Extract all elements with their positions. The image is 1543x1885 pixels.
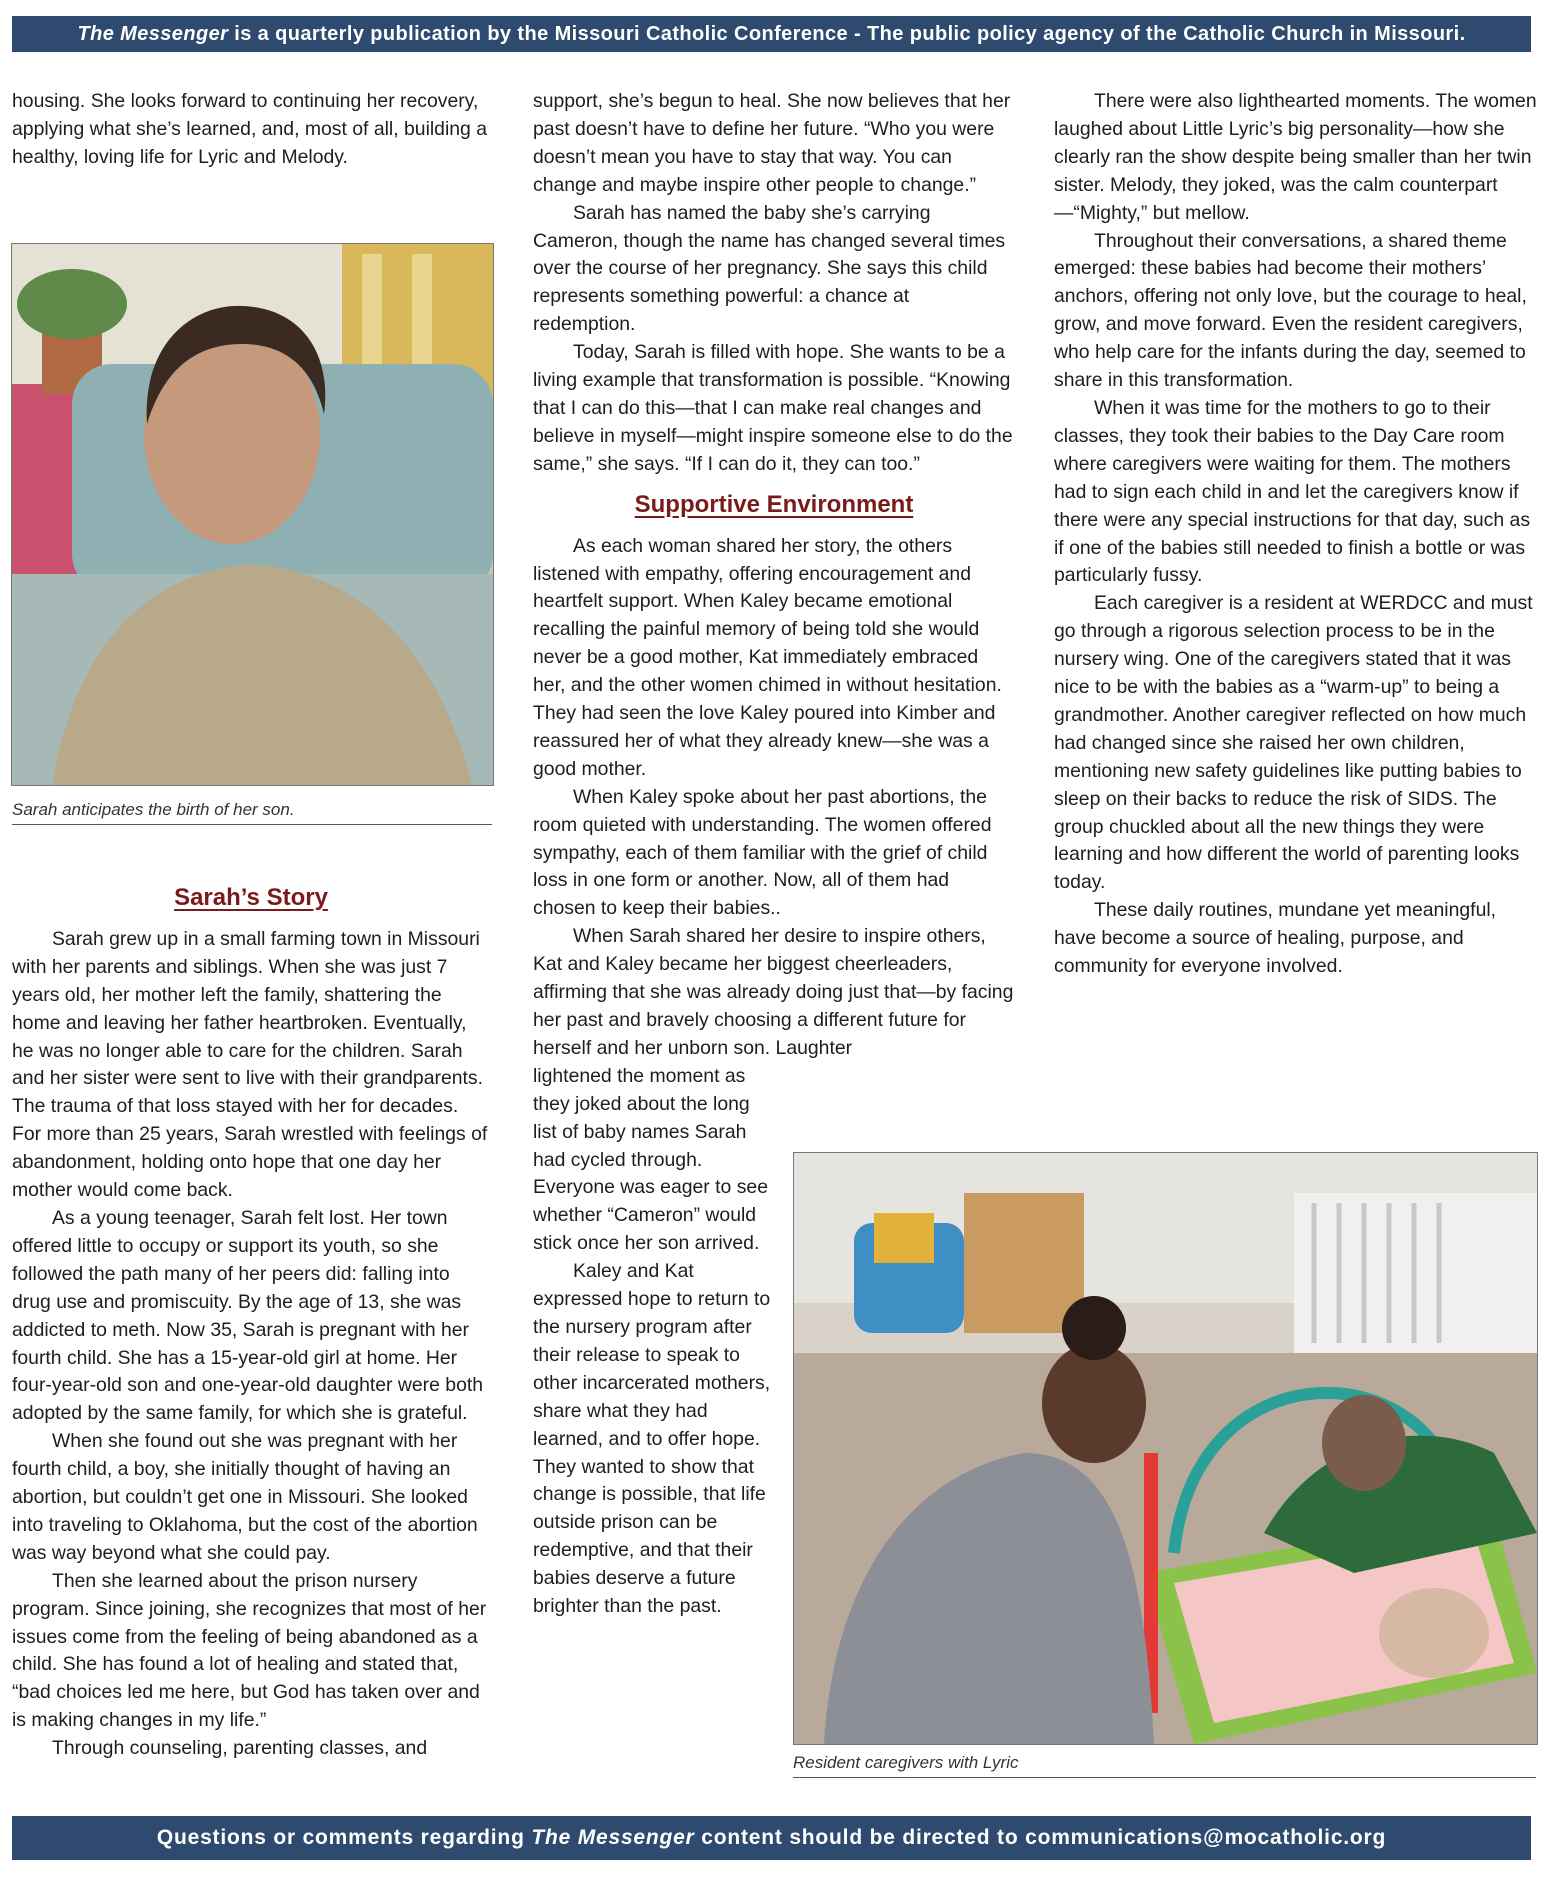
footer-publication-name: The Messenger — [531, 1826, 695, 1849]
article-paragraph: When it was time for the mothers to go to their classes, they took their babies to the Day Care room where caregivers were waiting for them. The mothers had to sign each child in and let the caregivers know if there were any special instructions for that day, such as if one of the babies still needed to finish a bottle or was particularly fussy. — [1054, 396, 1531, 587]
article-paragraph: lightened the moment as they joked about the long list of baby names Sarah had cycled through. Everyone was eager to see whether “Cameron” would stick once her son arrived. — [533, 1064, 768, 1255]
story-paragraph: When she found out she was pregnant with her fourth child, a boy, she initially thought of having an abortion, but couldn’t get one in Missouri. She looked into traveling to Oklahoma, but the cost of the abortion was way beyond what she could pay. — [12, 1430, 478, 1564]
sarah-photo — [11, 243, 494, 786]
sarahs-story-heading: Sarah’s Story — [174, 884, 328, 911]
article-paragraph: As each woman shared her story, the others listened with empathy, offering encouragement and heartfelt support. When Kaley became emotional recalling the painful memory of being told she would never be a good mother, Kat immediately embraced her, and the other women chimed in without hesitation. They had seen the love Kaley poured into Kimber and reassured her of what they already knew—she was a good mother. — [533, 534, 1002, 780]
article-paragraph: Today, Sarah is filled with hope. She wants to be a living example that transformation is possible. “Knowing that I can do this—that I can make real changes and believe in myself—might inspire someone else to do the same,” she says. “If I can do it, they can too.” — [533, 341, 1013, 475]
intro-paragraph: housing. She looks forward to continuing her recovery, applying what she’s learned, and, most of all, building a healthy, loving life for Lyric and Melody. — [12, 90, 488, 168]
article-paragraph: Sarah has named the baby she’s carrying Cameron, though the name has changed several times over the course of her pregnancy. She says this child represents something powerful: a chance at redemption. — [533, 201, 1006, 336]
narrow-text-block — [533, 1063, 773, 1621]
header-tagline: is a quarterly publication by the Missouri Catholic Conference - The public policy agency of the Catholic Church in Missouri. — [228, 22, 1466, 45]
publication-name: The Messenger — [77, 22, 229, 45]
caregivers-photo — [793, 1152, 1538, 1745]
footer-suffix: content should be directed to communications@mocatholic.org — [694, 1826, 1387, 1849]
article-paragraph: Kaley and Kat expressed hope to return to the nursery program after their release to speak to other incarcerated mothers, share what they had learned, and to offer hope. They wanted to show that change is possible, that life outside prison can be redemptive, and that their babies deserve a future brighter than the past. — [533, 1260, 771, 1618]
header-banner — [12, 16, 1531, 52]
article-paragraph: Throughout their conversations, a shared theme emerged: these babies had become their mothers’ anchors, offering not only love, but the courage to heal, grow, and move forward. Even the resident caregivers, who help care for the infants during the day, seemed to share in this transformation. — [1054, 229, 1527, 392]
story-paragraph: Then she learned about the prison nursery program. Since joining, she recognizes that most of her issues come from the feeling of being abandoned as a child. She has found a lot of healing and stated that, “bad choices led me here, but God has taken over and is making changes in my life.” — [12, 1569, 487, 1732]
column-1-intro — [12, 88, 490, 172]
article-paragraph: support, she’s begun to heal. She now believes that her past doesn’t have to define her future. “Who you were doesn’t mean you have to stay that way. You can change and maybe inspire other people to change.” — [533, 90, 1011, 196]
story-paragraph: Through counseling, parenting classes, and — [52, 1737, 428, 1760]
supportive-environment-heading: Supportive Environment — [634, 490, 914, 518]
caregivers-photo-caption: Resident caregivers with Lyric — [793, 1753, 1536, 1778]
column-1-story — [12, 884, 490, 1763]
article-paragraph: When Kaley spoke about her past abortions, the room quieted with understanding. The women offered sympathy, each of them familiar with the grief of child loss in one form or another. Now, all of them had chosen to keep their babies.. — [533, 785, 992, 920]
column-3 — [1054, 88, 1538, 981]
article-paragraph: Each caregiver is a resident at WERDCC and must go through a rigorous selection process to be in the nursery wing. One of the caregivers stated that it was nice to be with the babies as a “warm-up” to being a grandmother. Another caregiver reflected on how much had changed since she raised her own children, mentioning new safety guidelines like putting babies to sleep on their backs to reduce the risk of SIDS. The group chuckled about all the new things they were learning and how different the world of parenting looks today. — [1054, 592, 1533, 894]
story-paragraph: Sarah grew up in a small farming town in Missouri with her parents and siblings. When she was just 7 years old, her mother left the family, shattering the home and leaving her father heartbroken. Eventually, he was no longer able to care for the children. Sarah and her sister were sent to live with their grandparents. The trauma of that loss stayed with her for decades. For more than 25 years, Sarah wrestled with feelings of abandonment, holding onto hope that one day her mother would come back. — [12, 927, 488, 1202]
article-paragraph: There were also lighthearted moments. The women laughed about Little Lyric’s big personality—how she clearly ran the show despite being smaller than her twin sister. Melody, they joked, was the calm counterpart—“Mighty,” but mellow. — [1054, 90, 1537, 224]
article-paragraph: When Sarah shared her desire to inspire others, Kat and Kaley became her biggest cheerleaders, affirming that she was already doing just that—by facing her past and bravely choosing a different future for herself and her unborn son. Laughter — [533, 925, 1014, 1059]
story-paragraph: As a young teenager, Sarah felt lost. Her town offered little to occupy or support its youth, so she followed the path many of her peers did: falling into drug use and promiscuity. By the age of 13, she was addicted to meth. Now 35, Sarah is pregnant with her fourth child. She has a 15-year-old girl at home. Her four-year-old son and one-year-old daughter were both adopted by the same family, for which she is grateful. — [12, 1206, 484, 1425]
footer-banner — [12, 1816, 1531, 1860]
article-paragraph: These daily routines, mundane yet meaningful, have become a source of healing, purpose, and community for everyone involved. — [1054, 899, 1497, 978]
footer-prefix: Questions or comments regarding — [156, 1826, 532, 1849]
sarah-photo-caption: Sarah anticipates the birth of her son. — [12, 800, 492, 825]
